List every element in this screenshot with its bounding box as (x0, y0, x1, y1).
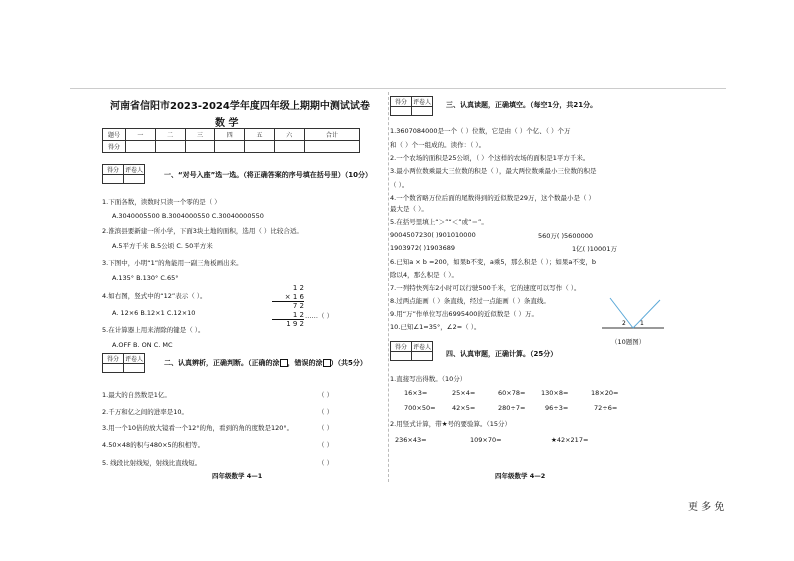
score-cell[interactable] (274, 141, 304, 153)
score-header: 题号 (103, 129, 126, 141)
q3-7: 7.一列特快列车2小时可以行驶500千米，它的速度可以写作（ ）。 (390, 284, 581, 292)
calc-7: 42×5= (452, 404, 476, 412)
grader-name-cell[interactable] (124, 175, 145, 184)
calc-8: 280÷7= (498, 404, 526, 412)
calc-6: 700×50= (404, 404, 436, 412)
ray-right (633, 300, 660, 328)
q2-5: 5. 线段比射线短，射线比直线短。 (102, 459, 202, 467)
q1-3: 3.下图中，小明“1”的角能用一副三角板画出来。 (102, 259, 243, 267)
q1-1-options: A.3040005500 B.3004000550 C.30040000550 (112, 212, 264, 220)
calc-9: 96÷3= (545, 404, 569, 412)
section-3-title: 三、认真读题，正确填空。（每空1分，共21分。 (446, 101, 598, 109)
correct-box-icon (280, 359, 288, 367)
q2-3-answer[interactable]: （ ） (318, 424, 334, 432)
footer-left: 四年级数学 4—1 (212, 472, 263, 480)
q1-4: 4.如右图，竖式中的“12”表示（ ）。 (102, 292, 207, 300)
q3-5-row2b: 1亿( )10001万 (572, 245, 617, 253)
score-cell[interactable] (155, 141, 185, 153)
grader-score-label: 得分 (391, 342, 412, 352)
vertical-multiplication (272, 284, 304, 329)
vm-partial-1: 7 2 (272, 301, 304, 311)
score-header: 三 (185, 129, 215, 141)
score-header: 合计 (304, 129, 359, 141)
grader-name-cell[interactable] (124, 364, 145, 373)
calc-1: 16×3= (404, 389, 428, 397)
footer-right: 四年级数学 4—2 (495, 472, 546, 480)
grader-score-cell[interactable] (103, 364, 124, 373)
grader-score-cell[interactable] (103, 175, 124, 184)
q3-5-row2a: 1903972( )1903689 (390, 244, 456, 252)
grader-name-cell[interactable] (412, 352, 433, 361)
grader-score-label: 得分 (103, 354, 124, 364)
q2-1: 1.最大的自然数是1亿。 (102, 391, 171, 399)
q3-3a: 3.最小两位数乘最大三位数的积是（ ），最大两位数乘最小三位数的积是 (390, 167, 597, 175)
score-cell[interactable] (126, 141, 156, 153)
q3-5-row1b: 560万( )5600000 (538, 232, 593, 240)
page-divider (388, 92, 389, 482)
vm-multiplier: × 1 6 (284, 292, 304, 301)
q3-2: 2.一个农场的面积是25公顷，（ ）个这样的农场的面积是1平方千米。 (390, 154, 590, 162)
grader-box-1 (102, 164, 145, 184)
grader-name-label: 评卷人 (412, 342, 433, 352)
q4-part2: 2.用竖式计算，带★号的要验算。（15分） (390, 420, 512, 428)
q1-5: 5.在计算器上用来清除的键是（ ）。 (102, 326, 205, 334)
calc-12: 109×70= (470, 436, 502, 444)
q3-8: 8.过两点能画（ ）条直线，经过一点能画（ ）条直线。 (390, 297, 550, 305)
grader-box-3 (390, 96, 433, 116)
section-1-title: 一、“对号入座”选一选。（将正确答案的序号填在括号里）（10分） (164, 171, 372, 179)
q3-4b: 最大是（ ）。 (390, 205, 428, 213)
vm-result: 1 9 2 (272, 319, 304, 329)
calc-13: ★42×217= (551, 436, 589, 444)
grader-box-4 (390, 341, 433, 361)
score-row-label: 得分 (103, 141, 126, 153)
score-header: 六 (274, 129, 304, 141)
q2-5-answer[interactable]: （ ） (318, 459, 334, 467)
grader-name-label: 评卷人 (412, 97, 433, 107)
exam-title: 河南省信阳市2023-2024学年度四年级上期期中测试试卷 (110, 101, 370, 112)
calc-11: 236×43= (395, 436, 427, 444)
grader-score-label: 得分 (391, 97, 412, 107)
q3-6b: 除以4，那么积是（ ）。 (390, 271, 458, 279)
vm-multiplicand: 1 2 (292, 284, 304, 292)
q1-2: 2.淮滨县要新建一所小学，下面3块土地的面积，选用（ ）比较合适。 (102, 227, 303, 235)
grader-score-cell[interactable] (391, 107, 412, 116)
score-header: 二 (155, 129, 185, 141)
q2-3: 3.用一个10倍的放大镜看一个12°的角，看到的角的度数是120°。 (102, 424, 294, 432)
grader-name-cell[interactable] (412, 107, 433, 116)
section-2-title-c: ）（共5分） (330, 359, 367, 367)
q1-1: 1.下面各数，读数时只读一个零的是（ ） (102, 198, 221, 206)
q1-2-options: A.5平方千米 B.5公顷 C. 50平方米 (112, 242, 213, 250)
q3-1a: 1.3607084000是一个（ ）位数，它是由（ ）个亿、（ ）个万 (390, 127, 571, 135)
q1-3-options: A.135° B.130° C.65° (112, 274, 179, 282)
section-4-title: 四、认真审题，正确计算。（25分） (446, 350, 558, 358)
section-2-title (164, 358, 367, 368)
q3-5: 5.在括号里填上“＞”“＜”或“＝”。 (390, 218, 488, 226)
score-header: 四 (215, 129, 245, 141)
vm-dots: ……（ ） (305, 312, 334, 320)
q3-10: 10.已知∠1=35°，∠2=（ ）。 (390, 323, 481, 331)
score-cell[interactable] (185, 141, 215, 153)
q2-1-answer[interactable]: （ ） (318, 391, 334, 399)
vm-partial-2: 1 2 (292, 310, 304, 319)
angle-2-label: 2 (622, 320, 626, 327)
fig-caption: （10题图） (611, 338, 646, 346)
q2-4: 4.50×48的积与480×5的积相等。 (102, 441, 205, 449)
q3-5-row1a: 9004507230( )901010000 (390, 231, 476, 239)
score-header: 一 (126, 129, 156, 141)
wrong-box-icon (323, 359, 331, 367)
score-table (102, 128, 360, 153)
grader-name-label: 评卷人 (124, 165, 145, 175)
score-cell[interactable] (304, 141, 359, 153)
angle-figure (600, 294, 666, 334)
score-cell[interactable] (245, 141, 275, 153)
score-header: 五 (245, 129, 275, 141)
q3-1b: 和（ ）个一组成的。读作：（ ）。 (390, 141, 486, 149)
calc-5: 18×20= (591, 389, 619, 397)
angle-1-label: 1 (640, 320, 644, 327)
grader-box-2 (102, 353, 145, 373)
section-2-title-b: ，错误的涂 (287, 359, 323, 367)
q3-3b: （ ）。 (390, 181, 409, 189)
calc-3: 60×78= (498, 389, 526, 397)
q1-4-options: A. 12×6 B.12×1 C.12×10 (112, 309, 196, 317)
q3-4a: 4.一个数省略万位后面的尾数得到的近似数是29万，这个数最小是（ ） (390, 194, 596, 202)
grader-score-cell[interactable] (391, 352, 412, 361)
score-cell[interactable] (215, 141, 245, 153)
grader-score-label: 得分 (103, 165, 124, 175)
q1-5-options: A.OFF B. ON C. MC (112, 341, 173, 349)
section-2-title-a: 二、认真辨析，正确判断。（正确的涂 (164, 359, 280, 367)
calc-10: 72÷6= (594, 404, 618, 412)
subject-title: 数 学 (215, 118, 239, 129)
q2-2-answer[interactable]: （ ） (318, 408, 334, 416)
q3-9: 9.用“万”作单位写出6995400的近似数是（ ）万。 (390, 310, 538, 318)
q3-6a: 6.已知a × b =200，如果b不变，a乘5，那么积是（ ）；如果a不变，b (390, 258, 596, 266)
q4-part1: 1.直接写出得数。（10分） (390, 375, 467, 383)
corner-text: 更 多 免 (688, 502, 725, 513)
q2-2: 2.千万和亿之间的进率是10。 (102, 408, 188, 416)
q2-4-answer[interactable]: （ ） (318, 441, 334, 449)
grader-name-label: 评卷人 (124, 354, 145, 364)
top-rule (70, 88, 726, 89)
calc-2: 25×4= (452, 389, 476, 397)
calc-4: 130×8= (541, 389, 569, 397)
